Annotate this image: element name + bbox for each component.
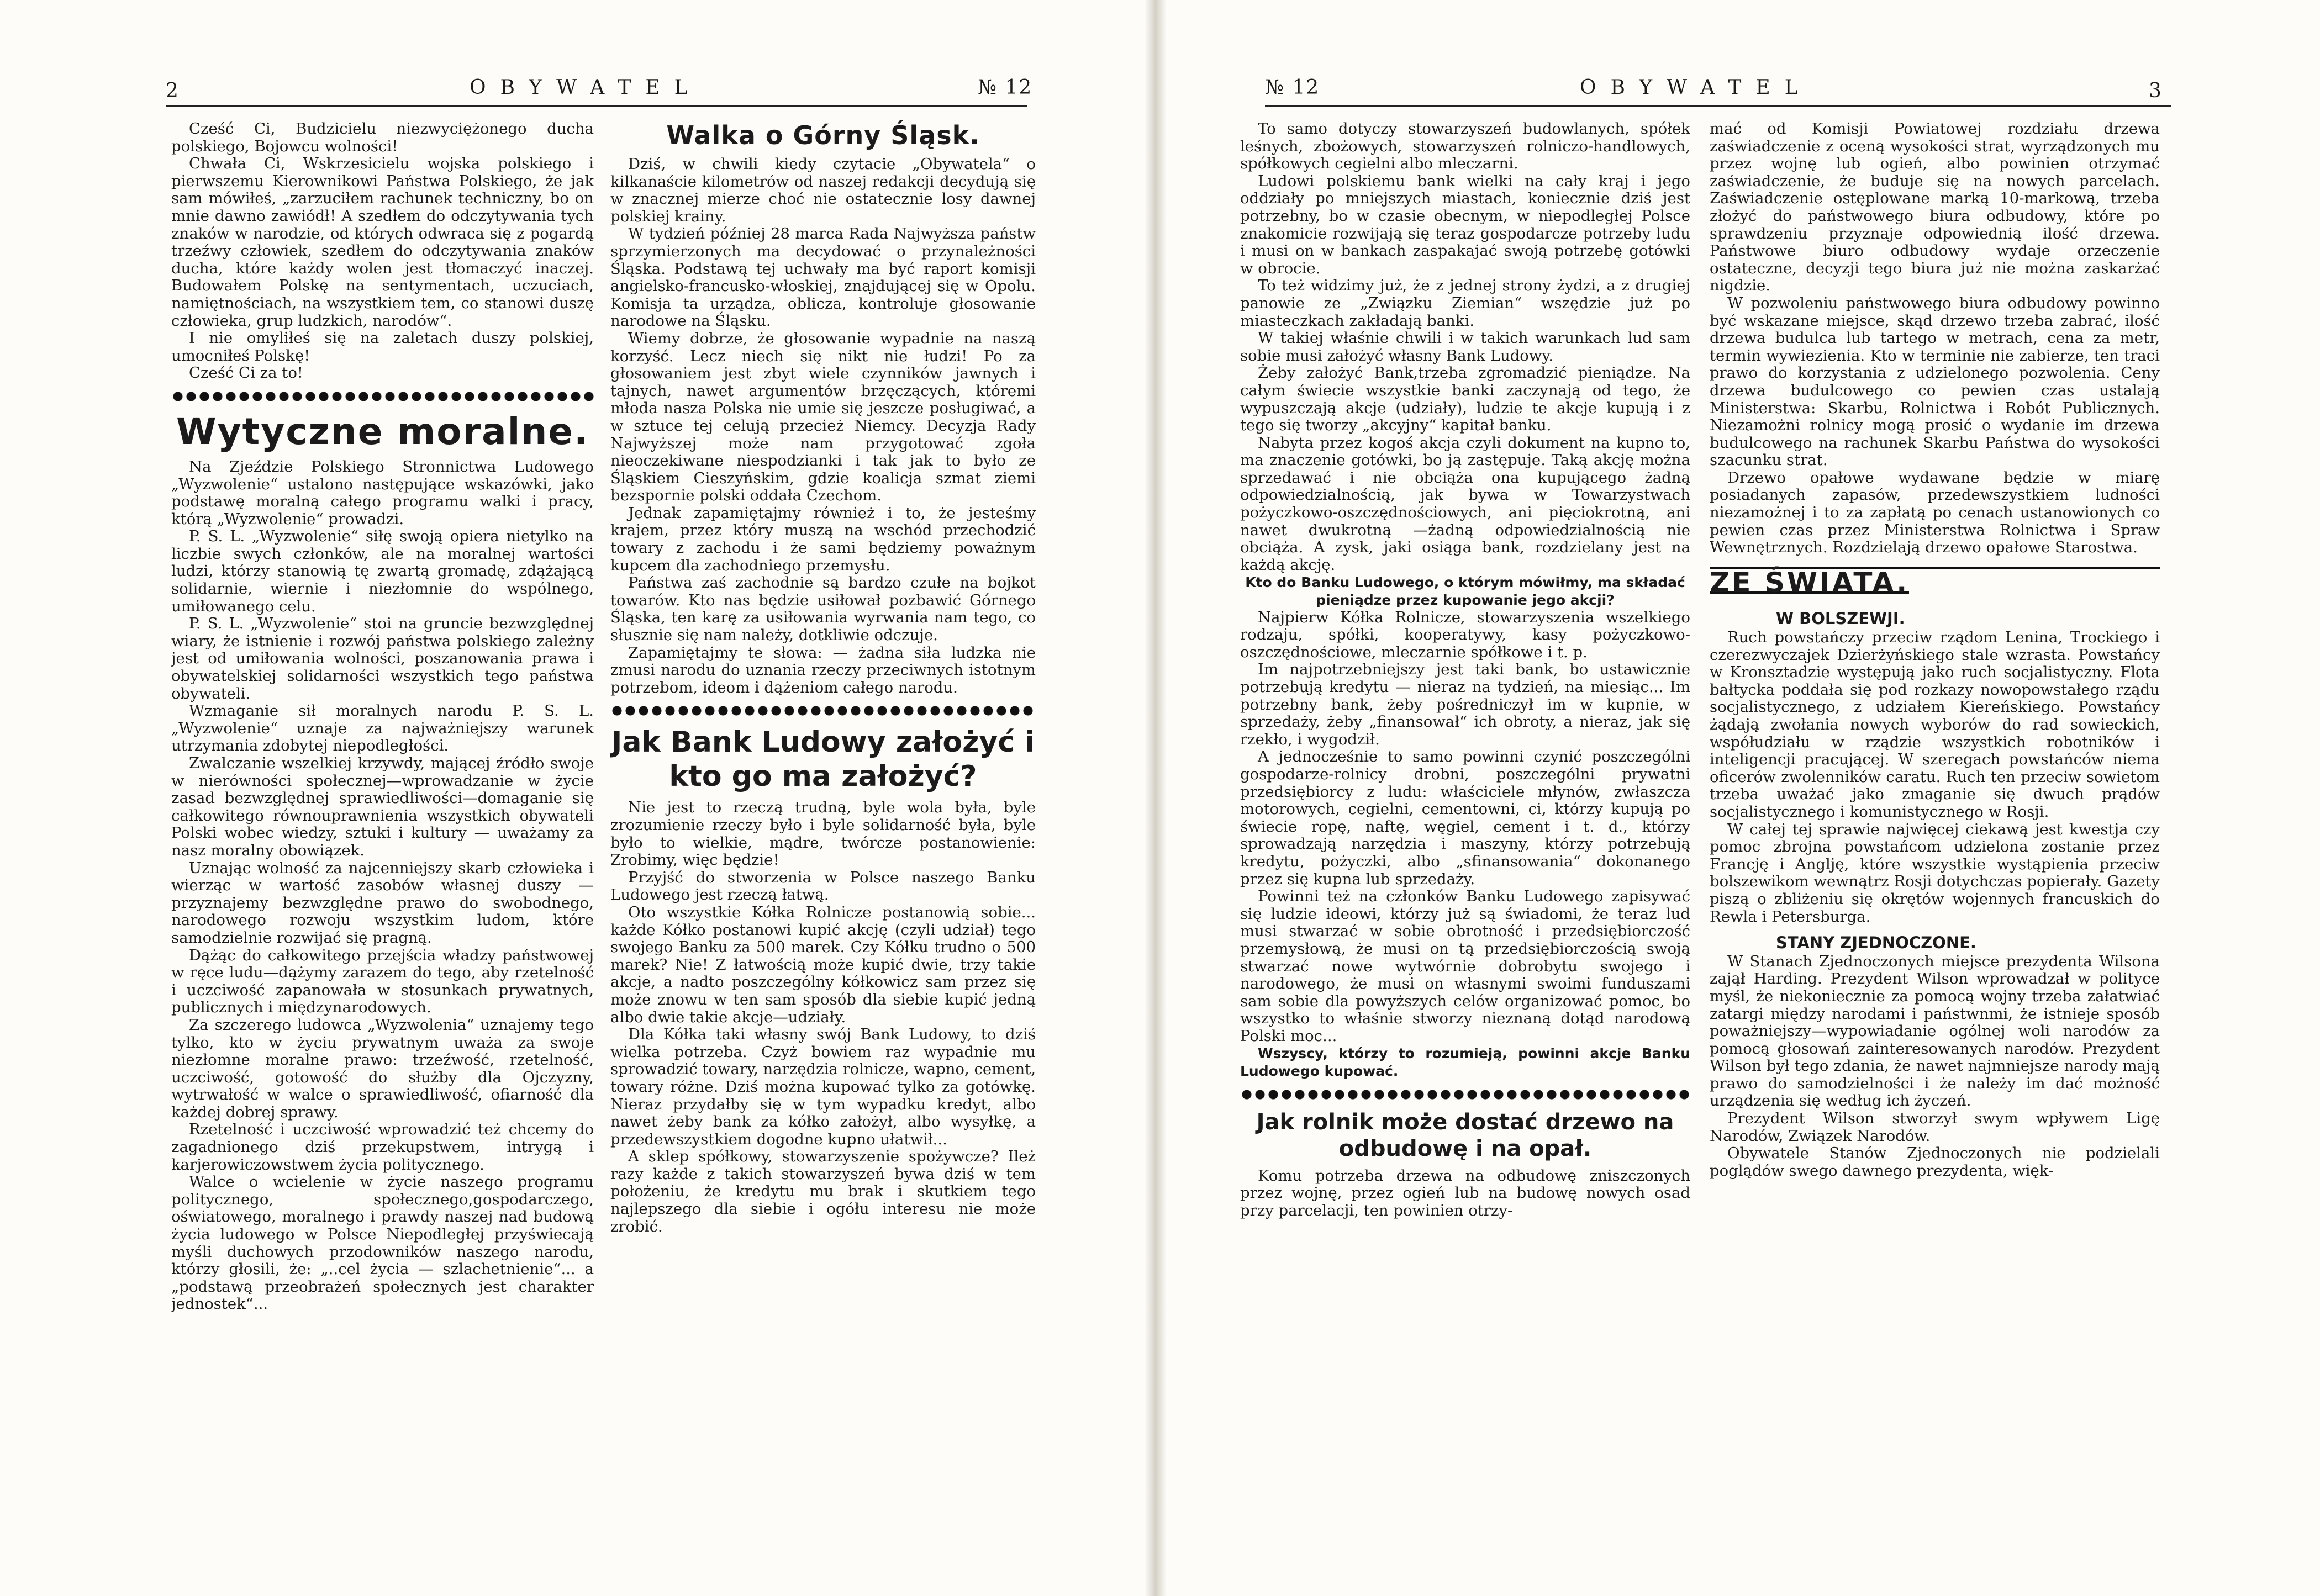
article-paragraph: Drzewo opałowe wydawane będzie w miarę posiadanych zapasów, przedewszystkiem ludności niezamożnej i to za zapłatą po cenach ustanowionych co pewien czas przez Ministerstwa Rolnictwa i Spraw Wewnętrznych. Rozdzielają drzewo opałowe Starostwa. — [1710, 468, 2160, 557]
subheading-stany: STANY ZJEDNOCZONE. — [1776, 933, 1976, 953]
page-number-right: 3 — [2149, 80, 2161, 102]
article-paragraph: Uznając wolność za najcenniejszy skarb człowieka i wierząc w wartość zasobów własnej duszy — przyznajemy bezwzględne prawo do swobodnego, narodowego rozwoju wszystkim ludom, które samodzielnie rozwijać się pragną. — [171, 859, 594, 947]
bold-appeal: Wszyscy, którzy to rozumieją, powinni akcje Banku Ludowego kupować. — [1240, 1045, 1690, 1080]
page-number-left: 2 — [166, 80, 178, 102]
article-paragraph: W pozwoleniu państwowego biura odbudowy powinno być wskazane miejsce, skąd drzewo trzeba zabrać, ilość drzewa budulca lub tartego w metrach, cena za metr, termin wywiezienia. Kto w terminie nie zabierze, ten traci prawo do korzystania z udzielonego pozwolenia. Ceny drzewa budulcowego co pewien czas ustalają Ministerstwa: Skarbu, Rolnictwa i Robót Publicznych. Niezamożni rolnicy mogą prosić o wydanie im drzewa budulcowego na rachunek Skarbu Państwa do wysokości szacunku strat. — [1710, 294, 2160, 469]
page-gutter — [1145, 0, 1167, 1596]
column-2 — [610, 120, 1036, 1473]
running-head-right — [1265, 76, 2171, 107]
article-paragraph: Wiemy dobrze, że głosowanie wypadnie na naszą korzyść. Lecz niech się nikt nie łudzi! Po za głosowaniem jest zbyt wiele czynników jawnych i tajnych, nawet argumentów brzęczących, któremi młoda nasza Polska nie umie się jeszcze posługiwać, a w sztuce tej celują przecież Niemcy. Decyzja Rady Najwyższej może nam przygotować zgoła nieoczekiwane niespodzianki i tak jak to było ze Śląskiem Cieszyńskim, gdzie koalicja szmat ziemi bezspornie polski oddała Czechom. — [610, 329, 1036, 505]
article-paragraph: To samo dotyczy stowarzyszeń budowlanych, spółek leśnych, zbożowych, stowarzyszeń rolniczo-handlowych, spółkowych cegielni albo mleczarni. — [1240, 120, 1690, 173]
subheading-bolszewja: W BOLSZEWJI. — [1776, 609, 1905, 628]
article-paragraph: Oto wszystkie Kółka Rolnicze postanowią sobie... każde Kółko postanowi kupić akcję (czyli udział) tego swojego Banku za 500 marek. Czy Kółku trudno o 500 marek? Nie! Z łatwością może kupić dwie, trzy takie akcje, a nadto poszczególny kółkowicz sam przez się może znowu w ten sam sposób dla siebie kupić jedną albo dwie takie akcje—udziały. — [610, 903, 1036, 1026]
dotted-divider — [1240, 1088, 1690, 1101]
head-rule-right — [1265, 105, 2171, 107]
article-paragraph: Wzmaganie sił moralnych narodu P. S. L. „Wyzwolenie“ uznaje za najważniejszy warunek utrzymania zdobytej niepodległości. — [171, 702, 594, 755]
article-paragraph: Dążąc do całkowitego przejścia władzy państwowej w ręce ludu—dążymy zarazem do tego, aby rzetelność i uczciwość zapanowała w stosunkach prywatnych, publicznych i międzynarodowych. — [171, 946, 594, 1017]
article-paragraph: P. S. L. „Wyzwolenie“ stoi na gruncie bezwzględnej wiary, że istnienie i rozwój państwa polskiego zależny jest od umiłowania wolności, poszanowania prawa i obywatelskiej solidarności wszystkich tego państwa obywateli. — [171, 615, 594, 702]
issue-number-left: № 12 — [978, 76, 1033, 99]
article-paragraph: W całej tej sprawie najwięcej ciekawą jest kwestja czy pomoc zbrojna powstańcom udzielona zostanie przez Francję i Anglję, które wszystkie wystąpienia przeciw bolszewikom wewnątrz Rosji dotychczas popierały. Gazety piszą o zbliżeniu się okrętów wojennych francuskich do Rewla i Petersburga. — [1710, 820, 2160, 926]
head-rule-left — [166, 105, 1027, 107]
masthead-right: OBYWATEL — [1580, 76, 1812, 99]
article-paragraph: Jednak zapamiętajmy również i to, że jesteśmy krajem, przez który muszą na wschód przechodzić towary z zachodu i że sami będziemy poważnym kupcem dla zachodniego przemysłu. — [610, 504, 1036, 574]
article-title-wytyczne: Wytyczne moralne. — [176, 410, 589, 453]
article-paragraph: Walce o wcielenie w życie naszego programu politycznego, społecznego,gospodarczego, oświatowego, moralnego i prawdy naszej nad budową życia ludowego w Polsce Niepodległej przyświecają myśli duchowych przodowników naszego narodu, którzy głosili, że: „..cel życia — szlachetnienie“... a „podstawą przeobrażeń społecznych jest charakter jednostek“... — [171, 1173, 594, 1313]
article-paragraph: Powinni też na członków Banku Ludowego zapisywać się ludzie ideowi, którzy już są świadomi, że teraz lud musi stwarzać w sobie obrotność i przedsiębiorczość przemysłową, że musi on tą przedsiębiorczością swoją stwarzać nowe wytwórnie dobrobytu swojego i narodowego, że musi on własnymi swoimi funduszami sam sobie dla powyższych celów organizować pomoc, bo wszystko to właśnie stworzy nieznaną dotąd narodową Polski moc... — [1240, 887, 1690, 1045]
column-1 — [171, 120, 594, 1473]
tribute-p1: Cześć Ci, Budzicielu niezwyciężonego ducha polskiego, Bojowcu wolności! — [171, 120, 594, 155]
article-paragraph: Ludowi polskiemu bank wielki na cały kraj i jego oddziały po mniejszych miastach, koniecznie dziś jest potrzebny, bo w czasie obecnym, w niepodległej Polsce znakomicie rozwijają się teraz gospodarcze potrzeby ludu i musi on w bankach zaspakajać swoją potrzebę gotówki w obrocie. — [1240, 172, 1690, 277]
tribute-p3: I nie omyliłeś się na zaletach duszy polskiej, umocniłeś Polskę! — [171, 329, 594, 364]
article-paragraph: Dla Kółka taki własny swój Bank Ludowy, to dziś wielka potrzeba. Czyż bowiem raz wypadnie mu sprowadzić towary, narzędzia rolnicze, wapno, cement, towary różne. Dziś można kupować tylko za gotówkę. Nieraz przydałby się w tym wypadku kredyt, albo nawet żeby bank za kółko założył, albo wysyłkę, a przedewszystkiem dogodne kupno ułatwił... — [610, 1026, 1036, 1148]
article-paragraph: To też widzimy już, że z jednej strony żydzi, a z drugiej panowie ze „Związku Ziemian“ wszędzie już po miasteczkach zakładają banki. — [1240, 277, 1690, 330]
article-paragraph: Dziś, w chwili kiedy czytacie „Obywatela“ o kilkanaście kilometrów od naszej redakcji decydują się w znacznej mierze choć nie ostatecznie losy dawnej polskiej krainy. — [610, 155, 1036, 225]
article-paragraph: Komu potrzeba drzewa na odbudowę zniszczonych przez wojnę, przez ogień lub na budowę nowych osad przy parcelacji, ten powinien otrzy- — [1240, 1166, 1690, 1219]
article-paragraph: Państwa zaś zachodnie są bardzo czułe na bojkot towarów. Kto nas będzie usiłował pozbawić Górnego Śląska, ten karę za usiłowania wyrwania nam tego, co słusznie się nam należy, dotkliwie odczuje. — [610, 574, 1036, 644]
article-paragraph: Zwalczanie wszelkiej krzywdy, mającej źródło swoje w nierówności społecznej—wprowadzanie w życie zasad bezwzględnej sprawiedliwości—domaganie się całkowitego równouprawnienia wszystkich obywateli Polski wobec wiedzy, sztuki i kultury — uważamy za nasz moralny obowiązek. — [171, 754, 594, 859]
article-paragraph: Przyjść do stworzenia w Polsce naszego Banku Ludowego jest rzeczą łatwą. — [610, 868, 1036, 904]
article-title-slask: Walka o Górny Śląsk. — [666, 120, 980, 150]
article-paragraph: Żeby założyć Bank,trzeba zgromadzić pieniądze. Na całym świecie wszystkie banki zaczynają od tego, że wypuszczają akcje (udziały), ludzie te akcje kupują i z tego się tworzy „akcyjny“ kapitał banku. — [1240, 364, 1690, 435]
article-paragraph: mać od Komisji Powiatowej rozdziału drzewa zaświadczenie z oceną wysokości strat, wyrządzonych mu przez wojnę lub ogień, albo powinien otrzymać zaświadczenie, że buduje się na nowych parcelach. Zaświadczenie ostęplowane marką 10-markową, trzeba złożyć do państwowego biura odbudowy, które po sprawdzeniu przyznaje odpowiednią ilość drzewa. Państwowe biuro odbudowy wydaje orzeczenie ostateczne, decyzji tego biura już nie można zaskarżać nigdzie. — [1710, 120, 2160, 295]
running-head-left — [166, 76, 1033, 107]
bold-question: Kto do Banku Ludowego, o którym mówiłmy, ma składać pieniądze przez kupowanie jego akcji? — [1245, 574, 1685, 609]
article-paragraph: Na Zjeździe Polskiego Stronnictwa Ludowego „Wyzwolenie“ ustalono następujące wskazówki, jako podstawę moralną całego programu walki i pracy, którą „Wyzwolenie“ prowadzi. — [171, 457, 594, 528]
tribute-p4: Cześć Ci za to! — [189, 364, 303, 382]
dotted-divider — [171, 390, 594, 403]
article-paragraph: W tydzień później 28 marca Rada Najwyższa państw sprzymierzonych ma decydować o przynależności Śląska. Podstawą tej uchwały ma być raport komisji angielsko-francusko-włoskiej, znajdującej się w Opolu. Komisja ta urządza, oblicza, kontroluje głosowanie narodowe na Śląsku. — [610, 225, 1036, 330]
dotted-divider — [610, 704, 1036, 717]
article-paragraph: Ruch powstańczy przeciw rządom Lenina, Trockiego i czerezwyczajek Dzierżyńskiego stale wzrasta. Powstańcy w Kronsztadzie występują jako ruch socjalistyczny. Flota bałtycka poddała się pod rozkazy nowopowstałego rządu socjalistycznego, z udziałem Kiereńskiego. Powstańcy żądają zwołania nowych wyborów do rad sowieckich, współudziału w rządzie wszystkich robotników i inteligencji pracującej. W szeregach powstańców niema oficerów zwolenników caratu. Ruch ten przeciw sowietom trzeba uważać jako zmaganie się dwuch prądów socjalistycznego i komunistycznego w Rosji. — [1710, 628, 2160, 821]
article-paragraph: W Stanach Zjednoczonych miejsce prezydenta Wilsona zajął Harding. Prezydent Wilson wprowadzał w polityce myśl, że niekoniecznie za pomocą wojny trzeba załatwiać zatargi między narodami i państwnmi, że istnieje sposób poważniejszy—wypowiadanie ogólnej woli narodów za pomocą głosowań zainteresowanych narodów. Prezydent Wilson był tego zdania, że nawet najmniejsze narody mają prawo do samodzielności i że należy im dać możność urządzenia się według ich życzeń. — [1710, 952, 2160, 1110]
article-paragraph: Prezydent Wilson stworzył swym wpływem Ligę Narodów, Związek Narodów. — [1710, 1109, 2160, 1145]
article-paragraph: Obywatele Stanów Zjednoczonych nie podzielali poglądów swego dawnego prezydenta, więk- — [1710, 1144, 2160, 1180]
article-paragraph: A sklep spółkowy, stowarzyszenie spożywcze? Ileż razy każde z takich stowarzyszeń bywa dziś w tem położeniu, że kredytu mu brak i skutkiem tego najlepszego dla siebie i ogółu interesu nie może zrobić. — [610, 1148, 1036, 1235]
section-title-ze-swiata: ZE ŚWIATA. — [1710, 566, 1910, 599]
masthead-left: OBYWATEL — [470, 76, 702, 99]
article-title-bank: Jak Bank Ludowy założyć i kto go ma założyć? — [611, 726, 1035, 794]
tribute-p2: Chwała Ci, Wskrzesicielu wojska polskiego i pierwszemu Kierownikowi Państwa Polskiego, że jak sam mówiłeś, „zarzuciłem rachunek techniczny, bo on mnie dawno zawiódł! A szedłem do odczytywania tych znaków w narodzie, od których odwraca się z pogardą trzeźwy człowiek, szedłem do odczytywania znaków ducha, które każdy wolen jest tłomaczyć inaczej. Budowałem Polskę na sentymentach, uczuciach, namiętnościach, na wszystkiem tem, co stanowi duszę człowieka, grup ludzkich, narodów“. — [171, 155, 594, 330]
article-paragraph: Nabyta przez kogoś akcja czyli dokument na kupno to, ma znaczenie gotówki, bo ją zastępuje. Taką akcję można sprzedawać i nie obciąża ona kupującego żadną odpowiedzialnością, jak bywa w Towarzystwach pożyczkowo-oszczędnościowych, ani pięciokrotną, ani nawet dwukrotną —żadną odpowiedzialnością nie obciąża. A zysk, jaki osiąga bank, rozdzielany jest na każdą akcję. — [1240, 434, 1690, 574]
article-paragraph: Za szczerego ludowca „Wyzwolenia“ uznajemy tego tylko, kto w życiu prywatnym uważa za swoje niezłomne moralne prawo: trzeźwość, rzetelność, uczciwość, gotowość do służby dla Ojczyzny, wytrwałość w walce o sprawiedliwość, ofiarność dla każdej dobrej sprawy. — [171, 1016, 594, 1121]
column-3 — [1240, 120, 1690, 1473]
article-paragraph: Zapamiętajmy te słowa: — żadna siła ludzka nie zmusi narodu do uznania rzeczy przeciwnych istotnym potrzebom, ideom i dążeniom całego narodu. — [610, 643, 1036, 696]
article-title-drzewo: Jak rolnik może dostać drzewo na odbudowę i na opał. — [1256, 1109, 1674, 1161]
article-paragraph: Im najpotrzebniejszy jest taki bank, bo ustawicznie potrzebują kredytu — nieraz na tydzień, na miesiąc... Im potrzebny bank, żeby pośredniczył im w kupnie, w sprzedaży, żeby „finansował“ ich obroty, a nieraz, jak się rzekło, i wygodził. — [1240, 660, 1690, 748]
article-paragraph: P. S. L. „Wyzwolenie“ siłę swoją opiera nietylko na liczbie swych członków, ale na moralnej wartości ludzi, którzy stanowią tę zwartą gromadę, zdążającą solidarnie, wiernie i niezłomnie do wspólnego, umiłowanego celu. — [171, 527, 594, 615]
issue-number-right: № 12 — [1265, 76, 1320, 99]
column-4 — [1710, 120, 2160, 1473]
article-paragraph: Najpierw Kółka Rolnicze, stowarzyszenia wszelkiego rodzaju, spółki, kooperatywy, kasy pożyczkowo-oszczędnościowe, mleczarnie spółkowe i t. p. — [1240, 608, 1690, 661]
article-paragraph: A jednocześnie to samo powinni czynić poszczególni gospodarze-rolnicy drobni, poszczególni prywatni przedsiębiorcy z ludu: właściciele młynów, zwłaszcza motorowych, cegielni, cementowni, ci, którzy kupują po świecie ropę, naftę, węgiel, cement i t. d., którzy sprowadzają narzędzia i maszyny, którzy potrzebują kredytu, pożyczki, albo „sfinansowania“ dokonanego przez się kupna lub sprzedaży. — [1240, 748, 1690, 888]
article-paragraph: W takiej właśnie chwili i w takich warunkach lud sam sobie musi założyć własny Bank Ludowy. — [1240, 329, 1690, 364]
article-paragraph: Nie jest to rzeczą trudną, byle wola była, byle zrozumienie rzeczy było i byle solidarność była, byle było to wielkie, mądre, twórcze postanowienie: Zrobimy, więc będzie! — [610, 799, 1036, 869]
article-paragraph: Rzetelność i uczciwość wprowadzić też chcemy do zagadnionego dziś przekupstwem, intrygą i karjerowiczowstwem życia politycznego. — [171, 1121, 594, 1174]
